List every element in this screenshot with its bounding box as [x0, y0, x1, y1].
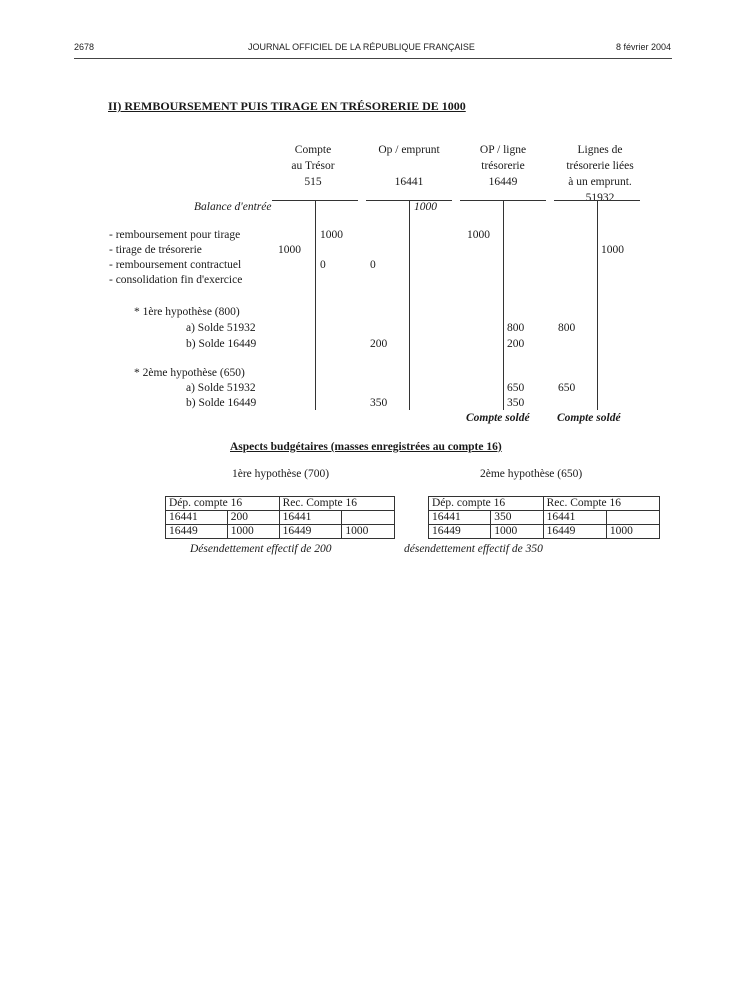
table-cell: 16441 — [166, 511, 228, 525]
compte-solde-51932: Compte soldé — [557, 412, 621, 424]
table-cell: Rec. Compte 16 — [279, 497, 394, 511]
table-cell: 16449 — [166, 525, 228, 539]
table-cell: Rec. Compte 16 — [543, 497, 659, 511]
table-cell: 1000 — [606, 525, 659, 539]
table-cell: 16441 — [543, 511, 606, 525]
hyp1-16449-b: 200 — [507, 338, 525, 350]
op-remboursement-contractuel: - remboursement contractuel — [109, 259, 242, 271]
hyp1-solde-16449: b) Solde 16449 — [186, 338, 257, 350]
hyp2-solde-51932: a) Solde 51932 — [186, 382, 256, 394]
table-cell: Dép. compte 16 — [166, 497, 280, 511]
hyp2-solde-16449: b) Solde 16449 — [186, 397, 257, 409]
t-account-16449-stem — [503, 200, 504, 410]
page-number: 2678 — [74, 42, 95, 52]
budget-table-hyp2 — [428, 496, 660, 539]
budget-note-hyp2: désendettement effectif de 350 — [404, 543, 543, 555]
table-cell: 16449 — [543, 525, 606, 539]
budget-table-hyp1 — [165, 496, 395, 539]
table-cell: 16449 — [279, 525, 342, 539]
balance-label: Balance d'entrée — [194, 201, 272, 213]
journal-title: JOURNAL OFFICIEL DE LA RÉPUBLIQUE FRANÇAISE — [248, 42, 475, 52]
col-header-line: Lignes de — [577, 144, 623, 156]
hyp1-51932-a: 800 — [558, 322, 576, 334]
cell-51932-tirage: 1000 — [601, 244, 624, 256]
section-title: II) REMBOURSEMENT PUIS TIRAGE EN TRÉSORERIE DE 1000 — [108, 99, 466, 113]
col-header-line: 515 — [304, 176, 322, 188]
budget-hyp2-title: 2ème hypothèse (650) — [480, 468, 583, 480]
t-account-16441-stem — [409, 200, 410, 410]
cell-515-remb: 1000 — [320, 229, 343, 241]
hyp1-16449-a: 800 — [507, 322, 525, 334]
hyp2-16449-b: 350 — [507, 397, 525, 409]
balance-value: 1000 — [414, 201, 437, 213]
table-row — [166, 497, 395, 511]
table-cell: 350 — [491, 511, 543, 525]
budget-note-hyp1: Désendettement effectif de 200 — [190, 543, 332, 555]
header-rule — [74, 58, 672, 59]
page-date: 8 février 2004 — [616, 42, 672, 52]
cell-515-tirage: 1000 — [278, 244, 301, 256]
table-cell — [342, 511, 395, 525]
hyp2-51932-a: 650 — [558, 382, 576, 394]
table-row — [429, 525, 660, 539]
table-cell: 16449 — [429, 525, 491, 539]
col-header-line: trésorerie liées — [566, 160, 634, 172]
table-cell: 1000 — [491, 525, 543, 539]
cell-16449-remb: 1000 — [467, 229, 490, 241]
col-header-line: 16449 — [488, 176, 518, 188]
op-tirage-tresorerie: - tirage de trésorerie — [109, 244, 202, 256]
compte-solde-16449: Compte soldé — [466, 412, 530, 424]
hyp1-16441-b: 200 — [370, 338, 388, 350]
hyp1-title: * 1ère hypothèse (800) — [134, 306, 240, 318]
table-cell: 200 — [227, 511, 279, 525]
cell-515-contract: 0 — [320, 259, 326, 271]
table-cell: 16441 — [279, 511, 342, 525]
budget-hyp1-title: 1ère hypothèse (700) — [232, 468, 330, 480]
column-header-515 — [268, 142, 358, 190]
op-consolidation: - consolidation fin d'exercice — [109, 274, 243, 286]
table-cell — [606, 511, 659, 525]
cell-16441-contract: 0 — [370, 259, 376, 271]
table-row — [429, 497, 660, 511]
column-header-16441 — [364, 142, 454, 190]
table-cell: 16441 — [429, 511, 491, 525]
col-header-line: 51932 — [585, 192, 615, 204]
col-header-line: à un emprunt. — [568, 176, 632, 188]
table-row — [429, 511, 660, 525]
col-header-line: OP / ligne — [479, 144, 527, 156]
col-header-line: 16441 — [394, 176, 424, 188]
hyp2-16449-a: 650 — [507, 382, 525, 394]
hyp1-solde-51932: a) Solde 51932 — [186, 322, 256, 334]
table-row — [166, 525, 395, 539]
table-row — [166, 511, 395, 525]
table-cell: 1000 — [342, 525, 395, 539]
budget-title: Aspects budgétaires (masses enregistrées au compte 16) — [230, 441, 502, 453]
hyp2-title: * 2ème hypothèse (650) — [134, 367, 245, 379]
hyp2-16441-b: 350 — [370, 397, 388, 409]
col-header-line: au Trésor — [291, 160, 335, 172]
col-header-line: Op / emprunt — [378, 144, 440, 156]
table-cell: 1000 — [227, 525, 279, 539]
t-account-51932-stem — [597, 200, 598, 410]
op-remboursement-tirage: - remboursement pour tirage — [109, 229, 241, 241]
col-header-line — [364, 158, 454, 174]
column-header-51932 — [552, 142, 648, 206]
col-header-line: trésorerie — [481, 160, 525, 172]
col-header-line: Compte — [294, 144, 332, 156]
t-account-515-stem — [315, 200, 316, 410]
table-cell: Dép. compte 16 — [429, 497, 544, 511]
column-header-16449 — [458, 142, 548, 190]
